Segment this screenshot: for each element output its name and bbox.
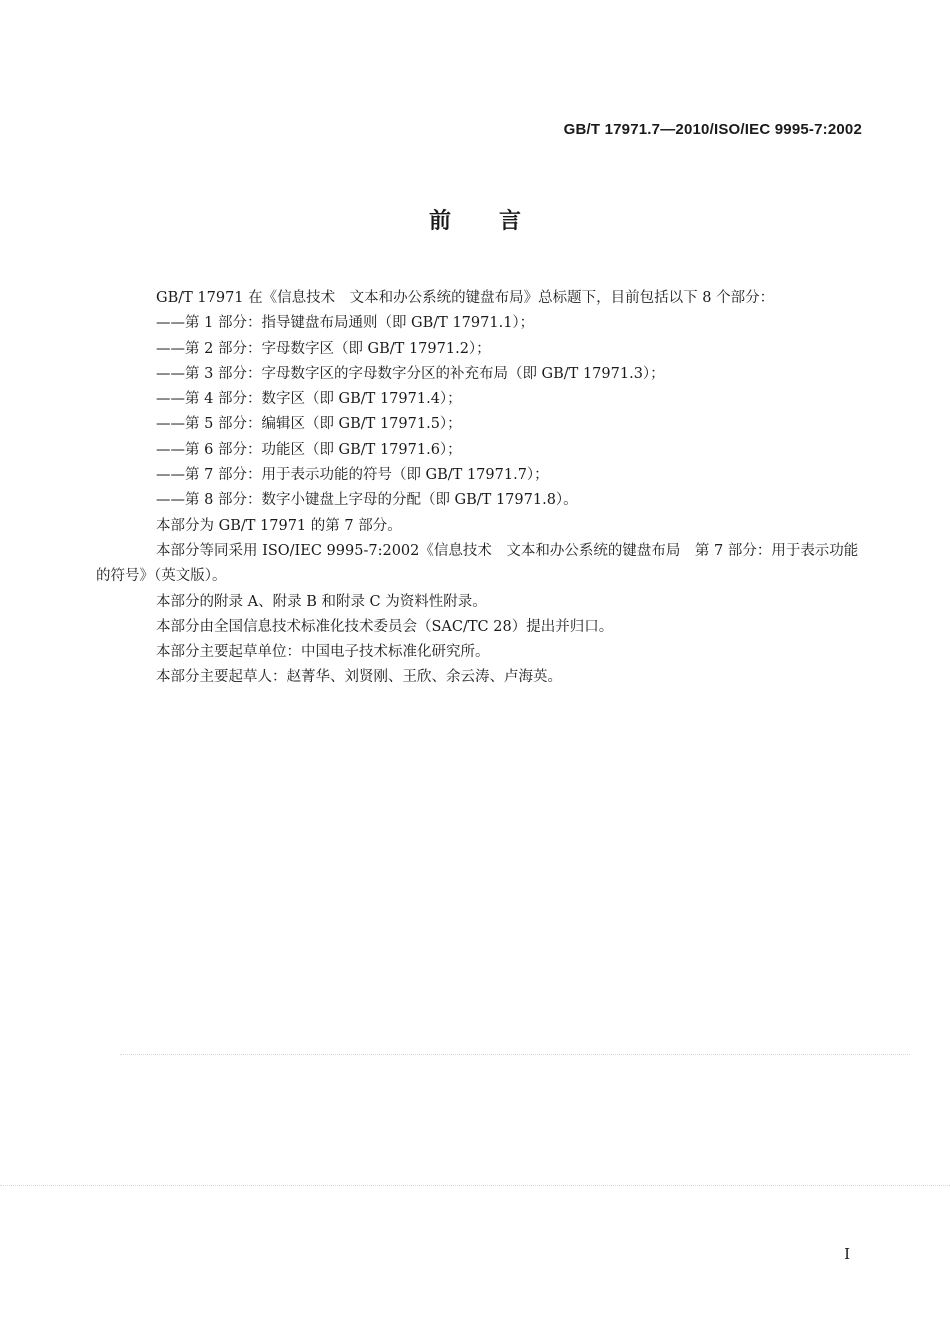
- paragraph-drafters: 本部分主要起草人：赵菁华、刘贤刚、王欣、余云涛、卢海英。: [156, 669, 562, 686]
- intro-paragraph: GB/T 17971 在《信息技术 文本和办公系统的键盘布局》总标题下，目前包括以下 8 个部分：: [156, 290, 775, 306]
- scan-artifact-line: [0, 1185, 950, 1187]
- list-item: ——第 3 部分：字母数字区的字母数字分区的补充布局（即 GB/T 17971.3）；: [156, 365, 665, 382]
- list-item: ——第 4 部分：数字区（即 GB/T 17971.4）；: [156, 391, 462, 408]
- list-item: ——第 7 部分：用于表示功能的符号（即 GB/T 17971.7）；: [156, 467, 549, 484]
- list-item: ——第 5 部分：编辑区（即 GB/T 17971.5）；: [156, 416, 462, 433]
- list-item: ——第 1 部分：指导键盘布局通则（即 GB/T 17971.1）；: [156, 315, 535, 332]
- paragraph-annexes: 本部分的附录 A、附录 B 和附录 C 为资料性附录。: [156, 593, 487, 610]
- paragraph-adoption: 本部分等同采用 ISO/IEC 9995-7:2002《信息技术 文本和办公系统的键盘布局 第 7 部分：用于表示功能的符号》（英文版）。: [96, 542, 859, 585]
- paragraph-proposer: 本部分由全国信息技术标准化技术委员会（SAC/TC 28）提出并归口。: [156, 618, 614, 635]
- list-item: ——第 8 部分：数字小键盘上字母的分配（即 GB/T 17971.8）。: [156, 492, 578, 509]
- paragraph-drafting-unit: 本部分主要起草单位：中国电子技术标准化研究所。: [156, 644, 490, 661]
- parts-list: [126, 311, 862, 513]
- list-item: ——第 6 部分：功能区（即 GB/T 17971.6）；: [156, 441, 462, 458]
- scan-artifact-line: [120, 1054, 910, 1056]
- page-title: 前言: [428, 209, 569, 234]
- document-body: [96, 286, 862, 691]
- standard-number: GB/T 17971.7—2010/ISO/IEC 9995-7:2002: [563, 121, 862, 138]
- page-number: I: [844, 1245, 850, 1263]
- paragraph-part-statement: 本部分为 GB/T 17971 的第 7 部分。: [156, 517, 402, 534]
- list-item: ——第 2 部分：字母数字区（即 GB/T 17971.2）；: [156, 340, 491, 357]
